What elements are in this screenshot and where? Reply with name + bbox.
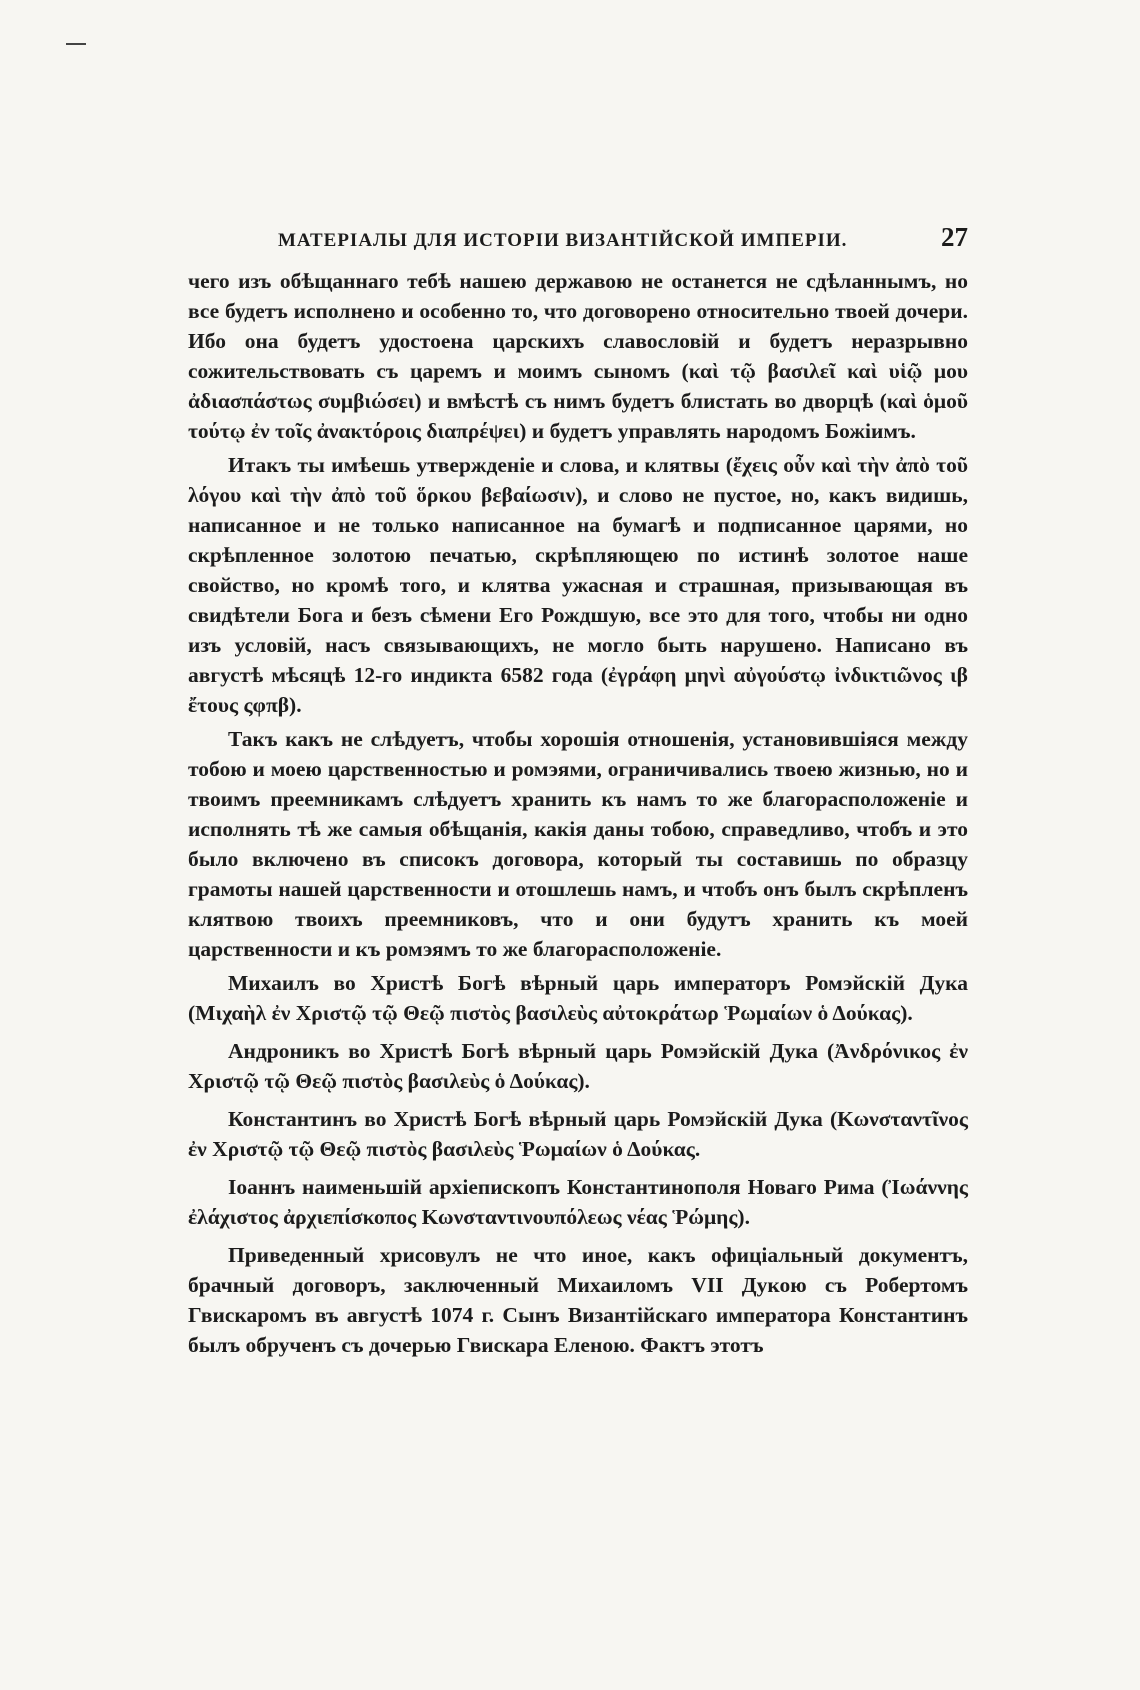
book-page — [188, 222, 968, 1364]
body-text — [188, 266, 968, 1360]
signature-michael: Михаилъ во Христѣ Богѣ вѣрный царь императоръ Ромэйскій Дука (Μιχαὴλ ἐν Χριστῷ τῷ Θεῷ πιστὸς βασιλεὺς αὐτοκράτωρ Ῥωμαίων ὁ Δούκας). — [188, 971, 968, 1025]
paragraph: чего изъ обѣщаннаго тебѣ нашею державою не останется не сдѣланнымъ, но все будетъ исполнено и особенно то, что договорено относительно твоей дочери. Ибо она будетъ удостоена царскихъ славословій и будетъ неразрывно сожительствовать съ царемъ и моимъ сыномъ (καὶ τῷ βασιλεῖ καὶ υἱῷ μου ἀδιασπάστως συμβιώσει) и вмѣстѣ съ нимъ будетъ блистать во дворцѣ (καὶ ὁμοῦ τούτῳ ἐν τοῖς ἀνακτόροις διαπρέψει) и будетъ управлять народомъ Божіимъ. — [188, 269, 968, 443]
paragraph: Приведенный хрисовулъ не что иное, какъ офиціальный документъ, брачный договоръ, заключенный Михаиломъ VII Дукою съ Робертомъ Гвискаромъ въ августѣ 1074 г. Сынъ Византійскаго императора Константинъ былъ обрученъ съ дочерью Гвискара Еленою. Фактъ этотъ — [188, 1243, 968, 1357]
signature-constantine: Константинъ во Христѣ Богѣ вѣрный царь Ромэйскій Дука (Κωνσταντῖνος ἐν Χριστῷ τῷ Θεῷ πιστὸς βασιλεὺς Ῥωμαίων ὁ Δούκας. — [188, 1107, 968, 1161]
signature-john: Іоаннъ наименьшій архіепископъ Константинополя Новаго Рима (Ἰωάννης ἐλάχιστος ἀρχιεπίσκοπος Κωνσταντινουπόλεως νέας Ῥώμης). — [188, 1175, 968, 1229]
paragraph: Такъ какъ не слѣдуетъ, чтобы хорошія отношенія, установившіяся между тобою и моею царственностью и ромэями, ограничивались твоею жизнью, но и твоимъ преемникамъ слѣдуетъ хранить къ намъ то же благорасположеніе и исполнять тѣ же самыя обѣщанія, какія даны тобою, справедливо, чтобъ и это было включено въ списокъ договора, который ты составишь по образцу грамоты нашей царственности и отошлешь намъ, и чтобъ онъ былъ скрѣпленъ клятвою твоихъ преемниковъ, что и они будутъ хранить къ моей царственности и къ ромэямъ то же благорасположеніе. — [188, 727, 968, 961]
paragraph: Итакъ ты имѣешь утвержденіе и слова, и клятвы (ἔχεις οὖν καὶ τὴν ἀπὸ τοῦ λόγου καὶ τὴν ἀπὸ τοῦ ὅρκου βεβαίωσιν), и слово не пустое, но, какъ видишь, написанное и не только написанное на бумагѣ и подписанное царями, но скрѣпленное золотою печатью, скрѣпляющею по истинѣ золотое наше свойство, но кромѣ того, и клятва ужасная и страшная, призывающая въ свидѣтели Бога и безъ сѣмени Его Рождшую, все это для того, чтобы ни одно изъ условій, насъ связывающихъ, не могло быть нарушено. Написано въ августѣ мѣсяцѣ 12-го индикта 6582 года (ἐγράφη μηνὶ αὐγούστῳ ἰνδικτιῶνος ιβ ἔτους ςφπβ). — [188, 453, 968, 717]
running-header — [188, 222, 968, 266]
page-number: 27 — [941, 222, 968, 252]
scan-edge-mark — [66, 43, 86, 45]
running-title: МАТЕРІАЛЫ ДЛЯ ИСТОРІИ ВИЗАНТІЙСКОЙ ИМПЕРІИ. — [278, 230, 848, 251]
signature-andronikos: Андроникъ во Христѣ Богѣ вѣрный царь Ромэйскій Дука (Ἀνδρόνικος ἐν Χριστῷ τῷ Θεῷ πιστὸς βασιλεὺς ὁ Δούκας). — [188, 1039, 968, 1093]
